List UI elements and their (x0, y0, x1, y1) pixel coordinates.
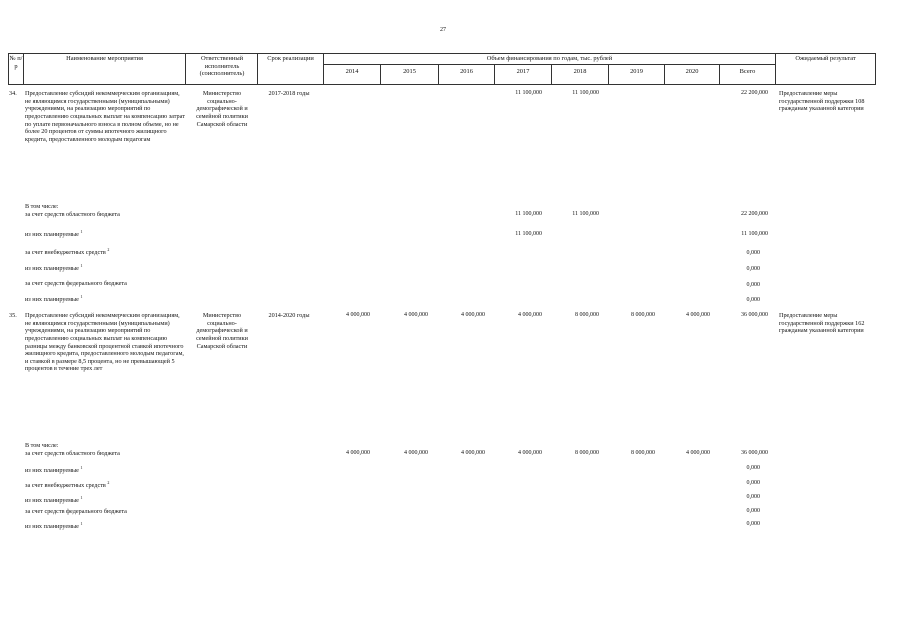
row-35-sub-1-total: 36 000,000 (741, 450, 768, 456)
row-35-sub-5-label: за счет средств федерального бюджета (25, 508, 127, 515)
row-34-including-label: В том числе: (25, 203, 59, 210)
row-34-sub-2-total: 11 100,000 (741, 231, 768, 237)
row-35-value-2016: 4 000,000 (461, 312, 485, 318)
row-35-value-2018: 8 000,000 (575, 312, 599, 318)
row-34-value-2017: 11 100,000 (515, 90, 542, 96)
row-35-number: 35. (9, 312, 17, 319)
row-34-sub-1-total: 22 200,000 (741, 211, 768, 217)
row-34-sub-5-label: за счет средств федерального бюджета (25, 280, 127, 287)
row-35-value-total: 36 000,000 (741, 312, 768, 318)
row-35-value-2014: 4 000,000 (346, 312, 370, 318)
row-34-name: Предоставление субсидий некоммерческим организациям, не являющимся государственными (муниципальными) учреждениями, на реализацию мероприятий по предоставлению социальных выплат на компенсацию затрат по уплате первоначального взноса в полном объеме, но не более 20 процентов от суммы ипотечного жилищного кредита, предоставленного молодым педагогам (25, 90, 185, 143)
row-34-result: Предоставление меры государственной поддержки 108 гражданам указанной категории (779, 90, 865, 113)
row-34-sub-3-total: 0,000 (746, 250, 760, 256)
row-34-number: 34. (9, 90, 17, 97)
header-total: Всего (739, 68, 756, 75)
row-35-sub-2-label: из них планируемые $^1$ (25, 465, 83, 474)
row-35-sub-4-total: 0,000 (746, 494, 760, 500)
row-35-value-2017: 4 000,000 (518, 312, 542, 318)
row-35-sub-1-2019: 8 000,000 (631, 450, 655, 456)
row-35-value-2015: 4 000,000 (404, 312, 428, 318)
row-35-sub-3-label: за счет внебюджетных средств $^2$ (25, 480, 110, 489)
row-35-sub-6-total: 0,000 (746, 521, 760, 527)
row-34-value-total: 22 200,000 (741, 90, 768, 96)
row-35-period: 2014-2020 годы (268, 312, 310, 319)
row-35-including-label: В том числе: (25, 442, 59, 449)
years-divider-line (323, 64, 775, 65)
header-bottom-line (8, 84, 876, 85)
header-year-2019: 2019 (630, 68, 643, 75)
row-35-sub-1-2016: 4 000,000 (461, 450, 485, 456)
row-35-result: Предоставление меры государственной поддержки 162 гражданам указанной категории (779, 312, 865, 335)
row-35-value-2020: 4 000,000 (686, 312, 710, 318)
row-35-sub-1-2014: 4 000,000 (346, 450, 370, 456)
header-year-2018: 2018 (573, 68, 587, 75)
row-34-sub-6-label: из них планируемые $^1$ (25, 294, 83, 303)
header-name: Наименование мероприятия (66, 55, 143, 62)
row-34-period: 2017-2018 годы (268, 90, 310, 97)
header-funding: Объем финансирования по годам, тыс. рублей (486, 55, 613, 62)
row-35-sub-1-2017: 4 000,000 (518, 450, 542, 456)
row-34-sub-4-total: 0,000 (746, 266, 760, 272)
row-35-sub-6-label: из них планируемые $^1$ (25, 521, 83, 530)
header-period: Срок реализации (267, 55, 314, 62)
page-number: 27 (440, 27, 446, 33)
row-35-sub-4-label: из них планируемые $^1$ (25, 495, 83, 504)
row-35-sub-1-2020: 4 000,000 (686, 450, 710, 456)
header-year-2015: 2015 (403, 68, 416, 75)
row-34-sub-5-total: 0,000 (746, 282, 760, 288)
row-34-sub-3-label: за счет внебюджетных средств $^2$ (25, 247, 110, 256)
header-year-2014: 2014 (345, 68, 359, 75)
header-year-2020: 2020 (685, 68, 699, 75)
row-34-sub-6-total: 0,000 (746, 297, 760, 303)
header-result: Ожидаемый результат (795, 55, 856, 62)
row-34-executor: Министерство социально-демографической и семейной политики Самарской области (196, 90, 248, 128)
row-35-sub-1-label: за счет средств областного бюджета (25, 450, 120, 457)
header-year-2016: 2016 (460, 68, 473, 75)
row-35-sub-2-total: 0,000 (746, 465, 760, 471)
row-34-sub-1-label: за счет средств областного бюджета (25, 211, 120, 218)
row-35-sub-3-total: 0,000 (746, 480, 760, 486)
row-34-sub-2-2017: 11 100,000 (515, 231, 542, 237)
header-year-2017: 2017 (516, 68, 530, 75)
row-35-sub-5-total: 0,000 (746, 508, 760, 514)
row-35-value-2019: 8 000,000 (631, 312, 655, 318)
row-35-sub-1-2015: 4 000,000 (404, 450, 428, 456)
row-34-sub-1-2017: 11 100,000 (515, 211, 542, 217)
header-top-line (8, 53, 876, 54)
header-no: № п/р (9, 55, 23, 70)
row-34-sub-2-label: из них планируемые $^1$ (25, 229, 83, 238)
row-34-sub-1-2018: 11 100,000 (572, 211, 599, 217)
row-34-value-2018: 11 100,000 (572, 90, 599, 96)
row-35-executor: Министерство социально-демографической и семейной политики Самарской области (196, 312, 248, 350)
row-35-name: Предоставление субсидий некоммерческим организациям, не являющимся государственными (муниципальными) учреждениями, на реализацию мероприятий по предоставлению социальных выплат на компенсацию разницы между банковской процентной ставкой ипотечного жилищного кредита, предоставленного молодым педагогам, и ставкой в размере 8,5 процента, но не превышающей 5 процентов в течение трех лет (25, 312, 184, 373)
header-executor: Ответственный исполнитель (соисполнитель) (199, 55, 245, 78)
row-35-sub-1-2018: 8 000,000 (575, 450, 599, 456)
row-34-sub-4-label: из них планируемые $^1$ (25, 263, 83, 272)
